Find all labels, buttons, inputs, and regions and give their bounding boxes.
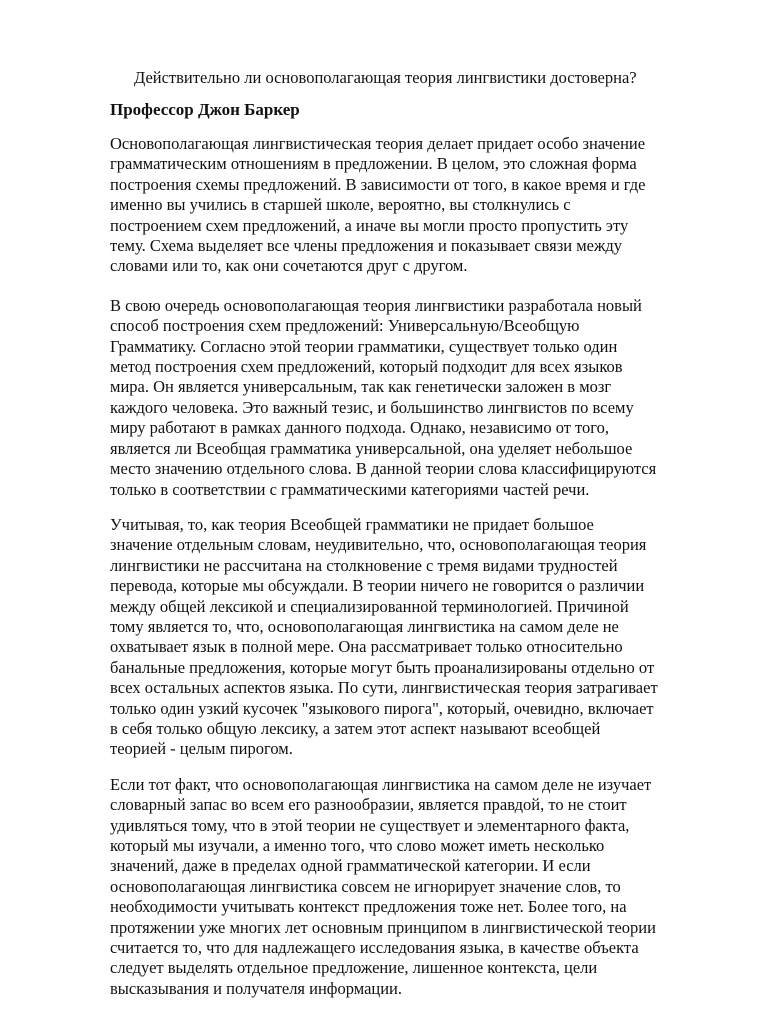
document-title: Действительно ли основополагающая теория лингвистики достоверна? [134,68,637,87]
text-line: лингвистики не рассчитана на столкновение с тремя видами трудностей [110,555,618,575]
text-line: мира. Он является универсальным, так как генетически заложен в мозг [110,377,612,397]
text-line: построением схем предложений, а иначе вы могли просто пропустить эту [110,215,629,235]
text-line: следует выделять отдельное предложение, лишенное контекста, цели [110,958,598,978]
document-author: Профессор Джон Баркер [110,100,300,119]
text-line: необходимости учитывать контекст предложения тоже нет. Более того, на [110,897,627,917]
text-line: всех остальных аспектов языка. По сути, лингвистическая теория затрагивает [110,678,658,698]
text-line: удивляться тому, что в этой теории не существует и элементарного факта, [110,815,630,835]
text-line: считается то, что для надлежащего исследования языка, в качестве объекта [110,938,639,958]
paragraph-1 [110,134,708,277]
text-line: миру работают в рамках данного подхода. Однако, независимо от того, [110,418,610,438]
text-line: место значению отдельного слова. В данной теории слова классифицируются [110,459,657,479]
text-line: теорией - целым пирогом. [110,739,293,759]
text-line: Основополагающая лингвистическая теория делает придает особо значение [110,134,646,153]
text-line: грамматическим отношениям в предложении. В целом, это сложная форма [110,154,637,174]
text-line: значение отдельным словам, неудивительно, что, основополагающая теория [110,535,647,555]
paragraph-4 [110,775,708,999]
text-line: в себя только общую лексику, а затем этот аспект называют всеобщей [110,718,601,738]
text-line: тому является то, что, основополагающая лингвистика на самом деле не [110,616,619,636]
text-line: основополагающая лингвистика совсем не игнорирует значение слов, то [110,876,621,896]
text-line: словами или то, как они сочетаются друг с другом. [110,256,468,276]
text-line: между общей лексикой и специализированной терминологией. Причиной [110,596,629,616]
text-line: высказывания и получателя информации. [110,978,403,998]
text-line: банальные предложения, которые могут быть проанализированы отдельно от [110,657,655,677]
text-line: который мы изучали, а именно того, что слово может иметь несколько [110,836,605,855]
text-line: словарный запас во всем его разнообразии, является правдой, то не стоит [110,795,627,815]
text-line: каждого человека. Это важный тезис, и большинство лингвистов по всему [110,397,634,417]
text-line: перевода, которые мы обсуждали. В теории ничего не говорится о различии [110,576,645,596]
text-line: Учитывая, то, как теория Всеобщей грамматики не придает большое [110,514,594,534]
paragraph-3 [110,515,708,760]
text-line: только в соответствии с грамматическими категориями частей речи. [110,479,590,499]
text-line: охватывает язык в полной мере. Она рассматривает только относительно [110,637,623,657]
text-line: способ построения схем предложений: Универсальную/Всеобщую [110,316,580,336]
text-line: именно вы учились в старшей школе, вероятно, вы столкнулись с [110,195,571,215]
text-line: метод построения схем предложений, который подходит для всех языков [110,357,623,377]
text-line: построения схемы предложений. В зависимости от того, в какое время и где [110,174,646,194]
text-line: тему. Схема выделяет все члены предложения и показывает связи между [110,236,622,256]
text-line: является ли Всеобщая грамматика универсальной, она уделяет небольшое [110,438,633,458]
text-line: Грамматику. Согласно этой теории грамматики, существует только один [110,336,618,356]
text-line: значений, даже в пределах одной грамматической категории. И если [110,856,591,876]
text-line: Если тот факт, что основополагающая лингвистика на самом деле не изучает [110,774,652,794]
text-line: только один узкий кусочек "языкового пирога", который, очевидно, включает [110,698,654,718]
text-line: В свою очередь основополагающая теория лингвистики разработала новый [110,295,642,315]
text-line: протяжении уже многих лет основным принципом в лингвистической теории [110,917,656,937]
paragraph-2 [110,296,708,500]
